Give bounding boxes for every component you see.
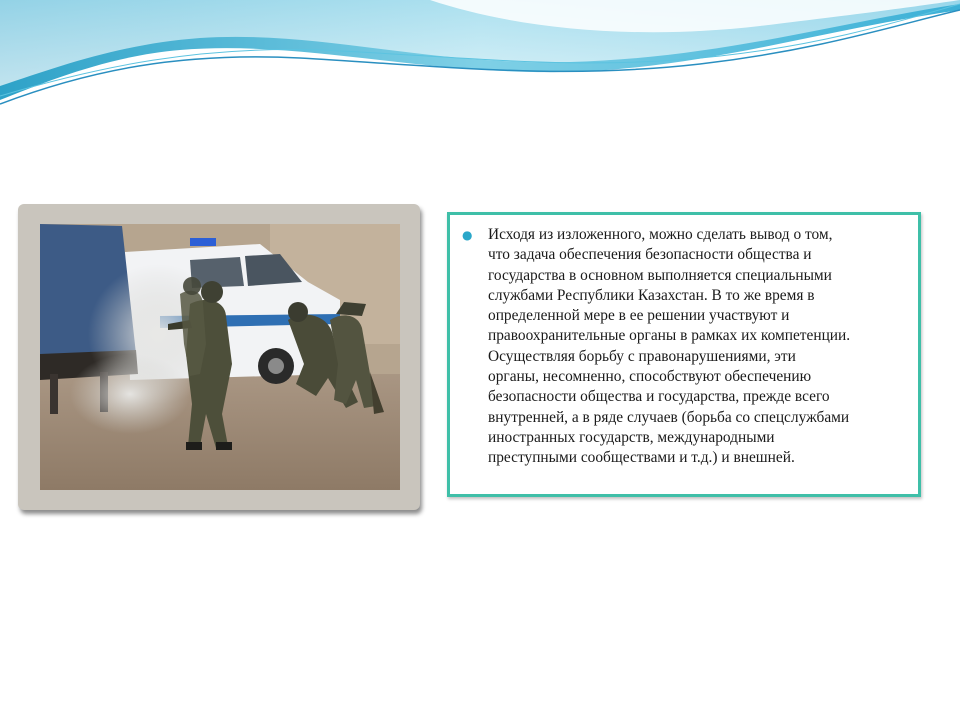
body-paragraph: Исходя из изложенного, можно сделать вывод о том, что задача обеспечения безопасности общества и государства в основном выполняется специальными службами Республики Казахстан. В то же время в определенной мере в ее решении участвуют и правоохранительные органы в рамках их компетенции. Осуществляя борьбу с правонарушениями, эти органы, несомненно, способствуют обеспечению безопасности общества и государства, прежде всего внутренней, а в ряде случаев (борьба со спецслужбами иностранных государств, международными преступными сообществами и т.д.) и внешней. [488,226,851,467]
photo-special-forces-icon [40,224,400,490]
photo-frame [18,204,420,510]
wave-header-decoration [0,0,960,120]
bullet-dot-icon: ● [462,228,473,242]
photo [40,224,400,490]
text-box [447,212,921,497]
bullet-item [460,225,908,469]
